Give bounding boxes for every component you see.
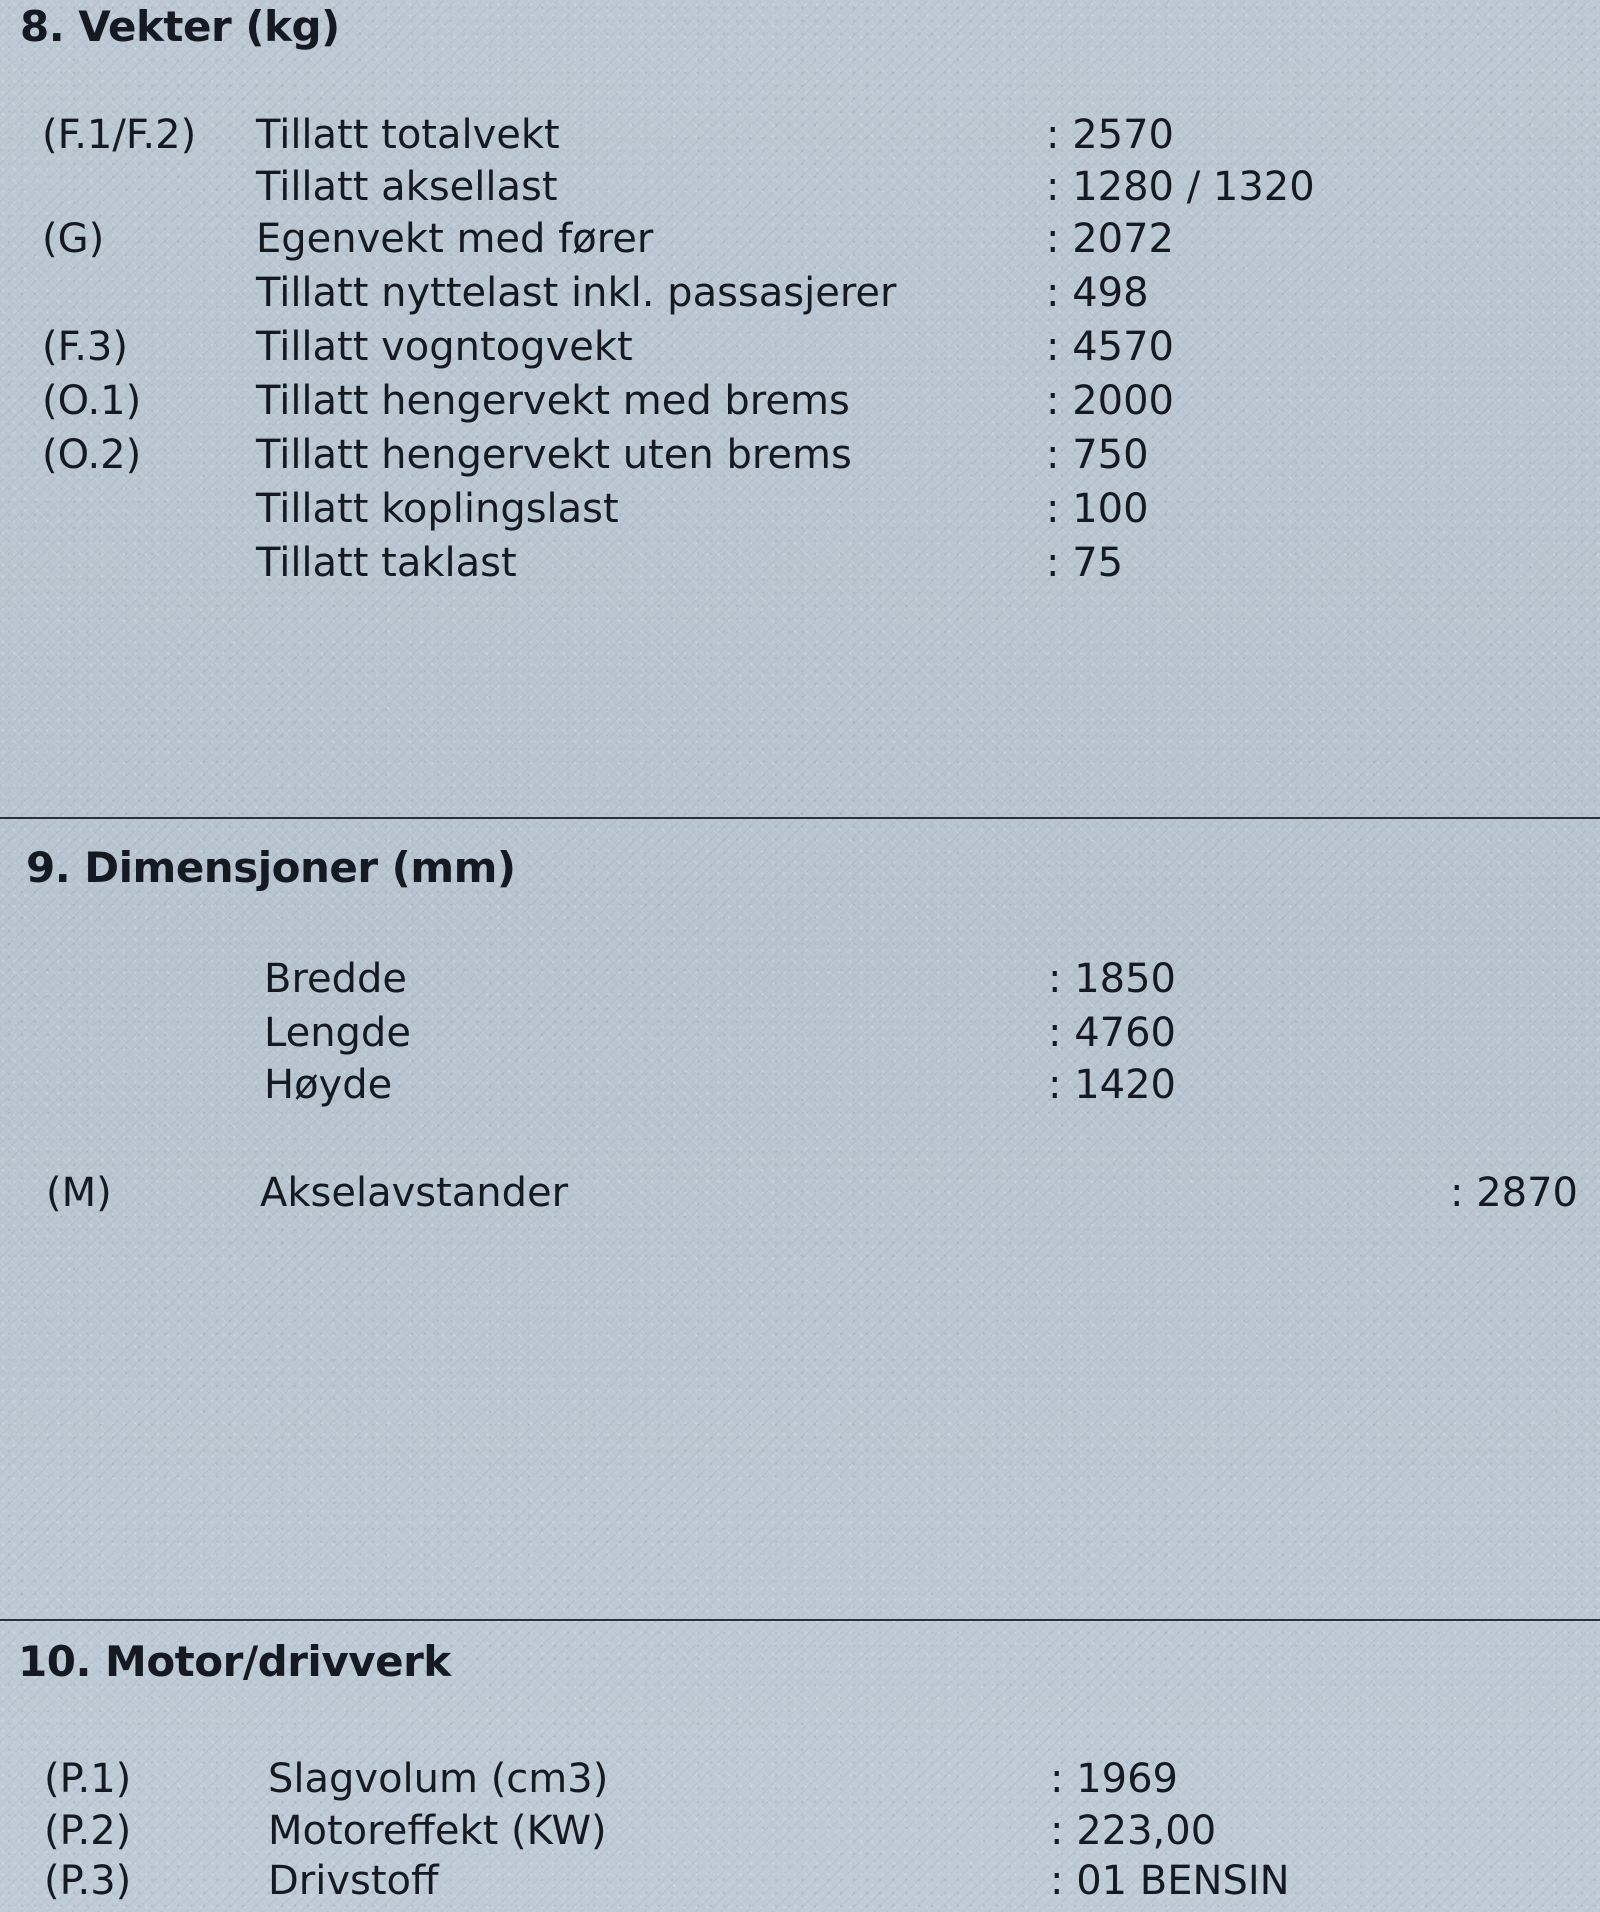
weights-row-combination [0, 320, 1600, 374]
row-code: (F.1/F.2) [42, 112, 197, 158]
row-value: : 01 BENSIN [1050, 1858, 1290, 1904]
row-label: Tillatt hengervekt med brems [256, 378, 850, 424]
row-label: Tillatt aksellast [256, 164, 558, 210]
row-value: : 1850 [1048, 956, 1176, 1002]
row-code: (P.1) [44, 1756, 132, 1802]
row-label: Drivstoff [268, 1858, 439, 1904]
row-label: Egenvekt med fører [256, 216, 654, 262]
row-label: Bredde [264, 956, 408, 1002]
row-value: : 2570 [1046, 112, 1174, 158]
dimensions-row-wheelbase [0, 1166, 1600, 1220]
row-value: : 100 [1046, 486, 1149, 532]
row-code: (F.3) [42, 324, 128, 370]
row-label: Akselavstander [260, 1170, 569, 1216]
weights-row-payload [0, 266, 1600, 320]
row-label: Tillatt vogntogvekt [256, 324, 633, 370]
row-value: : 4570 [1046, 324, 1174, 370]
row-label: Tillatt koplingslast [256, 486, 619, 532]
row-value: : 2072 [1046, 216, 1174, 262]
row-code: (M) [46, 1170, 112, 1216]
weights-row-curb-weight [0, 212, 1600, 266]
dimensions-row-length [0, 1006, 1600, 1060]
weights-row-coupling-load [0, 482, 1600, 536]
section-divider [0, 1619, 1600, 1621]
row-value: : 498 [1046, 270, 1149, 316]
row-value: : 1280 / 1320 [1046, 164, 1315, 210]
row-value: : 2870 [1450, 1170, 1578, 1216]
engine-row-displacement [0, 1752, 1600, 1806]
row-code: (P.3) [44, 1858, 132, 1904]
row-code: (P.2) [44, 1808, 132, 1854]
row-value: : 2000 [1046, 378, 1174, 424]
row-value: : 750 [1046, 432, 1149, 478]
section-title-engine: 10. Motor/drivverk [18, 1637, 451, 1686]
section-divider [0, 817, 1600, 819]
row-label: Høyde [264, 1062, 393, 1108]
engine-row-power [0, 1804, 1600, 1858]
dimensions-row-width [0, 952, 1600, 1006]
section-title-weights: 8. Vekter (kg) [20, 2, 340, 51]
row-label: Tillatt taklast [256, 540, 517, 586]
row-label: Tillatt hengervekt uten brems [256, 432, 852, 478]
weights-row-roof-load [0, 536, 1600, 590]
row-code: (O.1) [42, 378, 142, 424]
row-label: Lengde [264, 1010, 411, 1056]
row-label: Tillatt nyttelast inkl. passasjerer [256, 270, 897, 316]
row-value: : 1420 [1048, 1062, 1176, 1108]
weights-row-trailer-braked [0, 374, 1600, 428]
section-title-dimensions: 9. Dimensjoner (mm) [26, 843, 516, 892]
row-code: (O.2) [42, 432, 142, 478]
engine-row-fuel [0, 1854, 1600, 1908]
weights-row-axle-load [0, 160, 1600, 214]
weights-row-total [0, 108, 1600, 162]
row-label: Slagvolum (cm3) [268, 1756, 609, 1802]
row-code: (G) [42, 216, 105, 262]
row-label: Motoreffekt (KW) [268, 1808, 607, 1854]
row-value: : 223,00 [1050, 1808, 1217, 1854]
dimensions-row-height [0, 1058, 1600, 1112]
weights-row-trailer-unbraked [0, 428, 1600, 482]
row-value: : 1969 [1050, 1756, 1178, 1802]
row-value: : 75 [1046, 540, 1124, 586]
row-label: Tillatt totalvekt [256, 112, 560, 158]
row-value: : 4760 [1048, 1010, 1176, 1056]
